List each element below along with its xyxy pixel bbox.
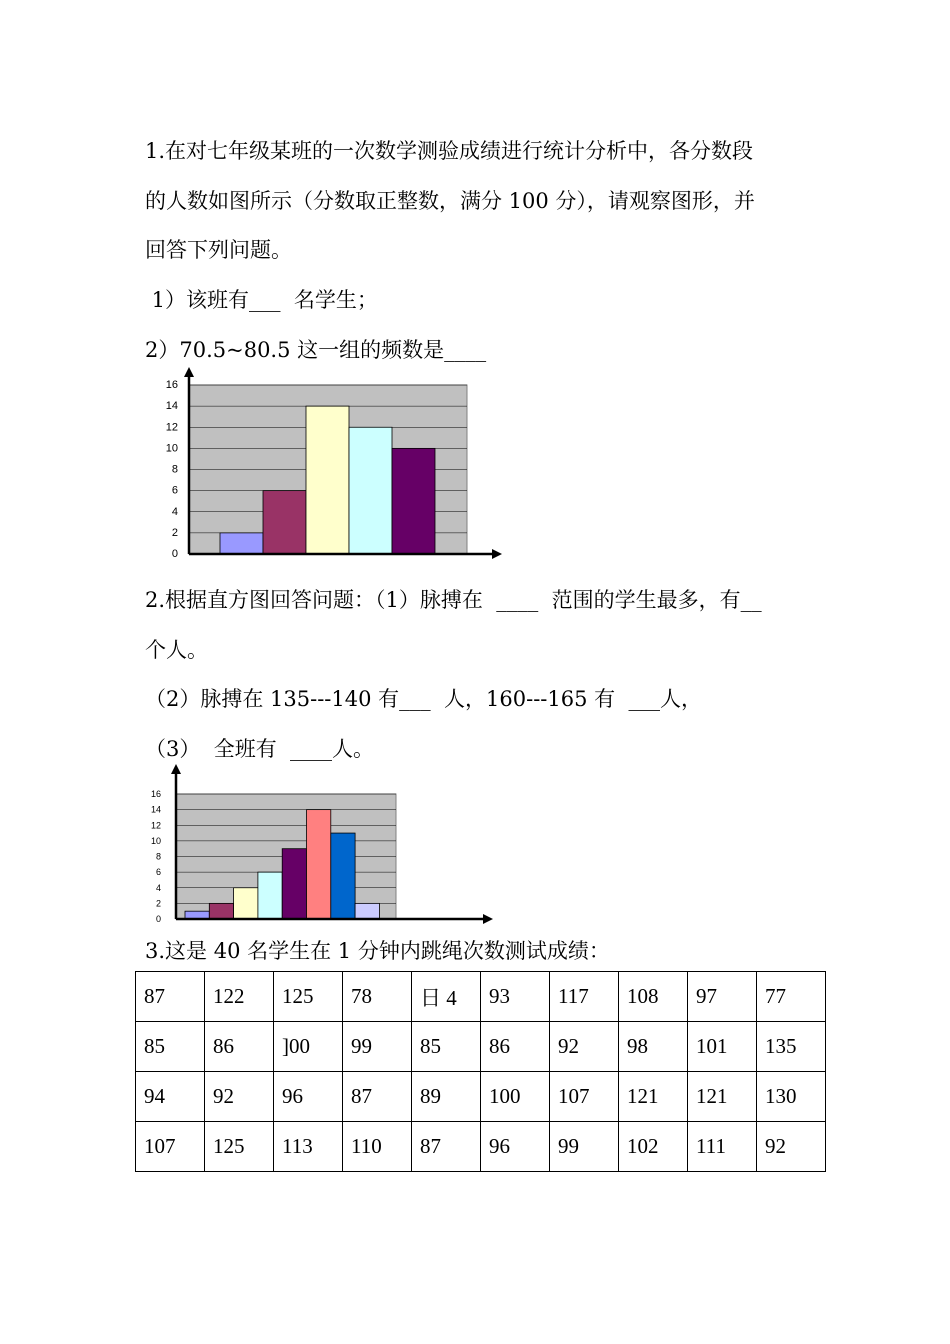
q1-text-line-2: 的人数如图所示（分数取正整数，满分 100 分），请观察图形，并 (145, 189, 755, 213)
y-tick-label: 4 (155, 882, 161, 893)
y-tick-label: 14 (165, 400, 178, 413)
bar (258, 872, 282, 919)
table-cell: ]00 (274, 1022, 343, 1072)
table-cell: 130 (757, 1072, 826, 1122)
y-tick-label: 8 (171, 463, 178, 476)
table-cell: 92 (205, 1072, 274, 1122)
table-cell: 87 (136, 972, 205, 1022)
table-cell: 135 (757, 1022, 826, 1072)
x-axis-arrow (492, 549, 502, 559)
table-cell: 107 (550, 1072, 619, 1122)
table-cell: 96 (481, 1122, 550, 1172)
y-tick-label: 2 (155, 898, 161, 909)
q1-text-line-1: 1.在对七年级某班的一次数学测验成绩进行统计分析中，各分数段 (145, 139, 754, 163)
y-tick-label: 6 (155, 867, 161, 878)
table-cell: 86 (481, 1022, 550, 1072)
table-cell: 101 (688, 1022, 757, 1072)
table-cell: 113 (274, 1122, 343, 1172)
table-cell: 121 (688, 1072, 757, 1122)
y-tick-label: 0 (155, 914, 161, 924)
table-cell: 85 (136, 1022, 205, 1072)
q1-subquestion-2: 2）70.5~80.5 这一组的频数是____ (145, 338, 487, 362)
y-tick-label: 8 (155, 851, 161, 862)
table-cell: 122 (205, 972, 274, 1022)
table-cell: 96 (274, 1072, 343, 1122)
y-tick-label: 4 (171, 505, 178, 518)
bar (306, 406, 349, 554)
histogram-chart-2 (140, 762, 500, 930)
table-cell: 87 (343, 1072, 412, 1122)
bar (282, 849, 306, 919)
table-cell: 92 (757, 1122, 826, 1172)
table-cell: 日 4 (412, 972, 481, 1022)
table-cell: 100 (481, 1072, 550, 1122)
table-cell: 125 (205, 1122, 274, 1172)
y-axis-arrow (171, 764, 181, 774)
histogram-chart-1 (140, 365, 510, 565)
table-cell: 121 (619, 1072, 688, 1122)
y-tick-label: 10 (150, 835, 161, 846)
y-tick-label: 10 (165, 442, 178, 455)
table-cell: 86 (205, 1022, 274, 1072)
table-cell: 87 (412, 1122, 481, 1172)
x-axis-arrow (483, 914, 493, 924)
q2-text-line-2: 个人。 (145, 638, 208, 662)
table-cell: 125 (274, 972, 343, 1022)
table-cell: 97 (688, 972, 757, 1022)
q3-title: 3.这是 40 名学生在 1 分钟内跳绳次数测试成绩： (145, 939, 610, 963)
q1-text-line-3: 回答下列问题。 (145, 238, 292, 262)
table-cell: 99 (550, 1122, 619, 1172)
bar (209, 903, 233, 919)
bar (220, 533, 263, 554)
bar (263, 491, 306, 554)
y-tick-label: 12 (165, 421, 178, 434)
q1-subquestion-1: 1）该班有___ 名学生； (145, 288, 378, 312)
table-cell: 102 (619, 1122, 688, 1172)
bar (331, 833, 355, 919)
table-row (136, 1022, 826, 1072)
bar (349, 427, 392, 554)
y-tick-label: 6 (171, 484, 178, 497)
q2-text-line-1: 2.根据直方图回答问题：（1）脉搏在 ____ 范围的学生最多，有__ (145, 588, 762, 612)
bar (307, 810, 331, 919)
table-row (136, 1122, 826, 1172)
y-tick-label: 0 (171, 548, 178, 560)
table-cell: 85 (412, 1022, 481, 1072)
table-cell: 110 (343, 1122, 412, 1172)
y-tick-label: 16 (150, 789, 161, 799)
table-cell: 93 (481, 972, 550, 1022)
y-tick-label: 2 (171, 526, 178, 539)
table-cell: 99 (343, 1022, 412, 1072)
y-tick-label: 16 (165, 379, 178, 391)
y-axis-arrow (184, 367, 194, 377)
table-cell: 77 (757, 972, 826, 1022)
q2-subquestion-3: （3） 全班有 ____人。 (145, 737, 375, 761)
table-cell: 92 (550, 1022, 619, 1072)
table-cell: 89 (412, 1072, 481, 1122)
scores-table (135, 971, 826, 1172)
table-row (136, 1072, 826, 1122)
bar (234, 888, 258, 919)
bar (355, 903, 379, 919)
table-cell: 107 (136, 1122, 205, 1172)
bar (392, 448, 435, 554)
y-tick-label: 14 (150, 804, 161, 815)
table-cell: 94 (136, 1072, 205, 1122)
table-row (136, 972, 826, 1022)
table-cell: 117 (550, 972, 619, 1022)
y-tick-label: 12 (150, 820, 161, 831)
table-cell: 111 (688, 1122, 757, 1172)
table-cell: 108 (619, 972, 688, 1022)
table-cell: 98 (619, 1022, 688, 1072)
table-cell: 78 (343, 972, 412, 1022)
q2-subquestion-2: （2）脉搏在 135---140 有___ 人，160---165 有 ___人， (145, 687, 702, 711)
